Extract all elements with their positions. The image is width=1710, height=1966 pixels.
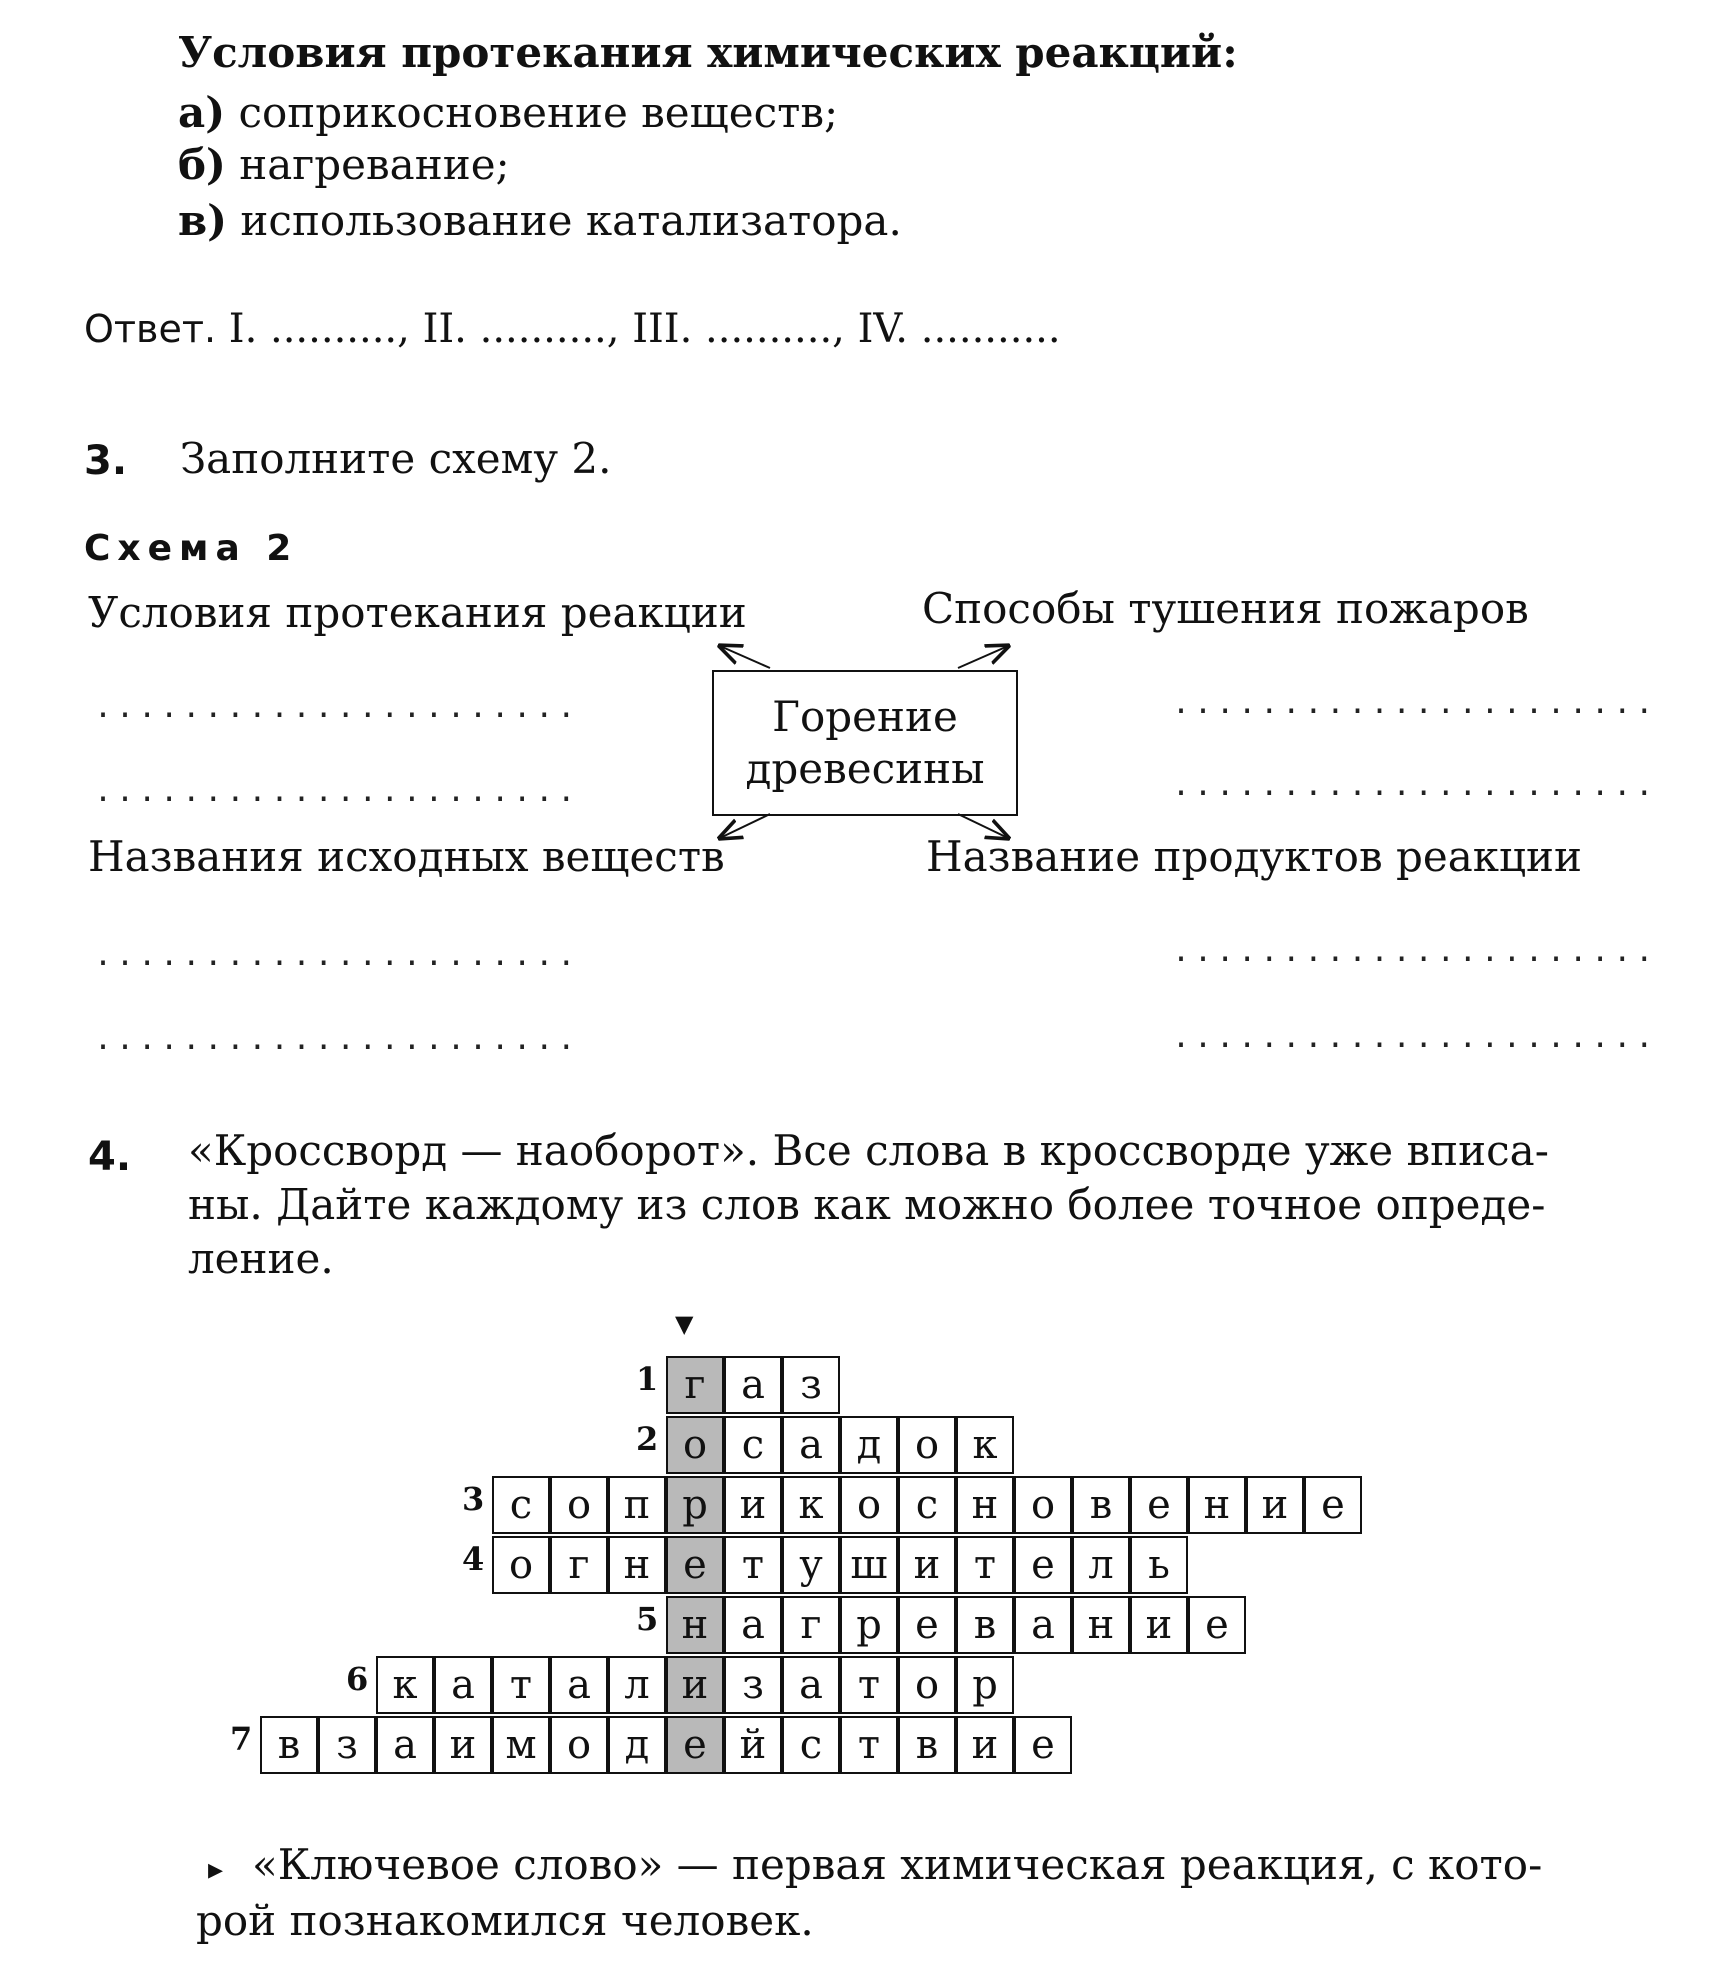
crossword-cell: й [724, 1716, 782, 1774]
crossword-cell: а [724, 1596, 782, 1654]
crossword-cell: в [260, 1716, 318, 1774]
answer-label: Ответ. [84, 307, 217, 351]
scheme-top-right-label: Способы тушения пожаров [922, 584, 1529, 633]
answer-part-4: IV. .......... [857, 306, 1048, 352]
crossword-cell: с [724, 1416, 782, 1474]
condition-text: соприкосновение веществ; [238, 88, 839, 137]
crossword-cell: р [956, 1656, 1014, 1714]
crossword-key-cell: р [666, 1476, 724, 1534]
blank-line[interactable]: ...................... [1172, 934, 1658, 969]
crossword-cell: н [956, 1476, 1014, 1534]
crossword-cell: т [724, 1536, 782, 1594]
crossword-cell: е [1304, 1476, 1362, 1534]
blank-line[interactable]: ...................... [1172, 768, 1658, 803]
answer-part-3: III. .........., [632, 306, 858, 352]
crossword-cell: и [434, 1716, 492, 1774]
crossword-cell: с [492, 1476, 550, 1534]
task3-number: 3. [84, 438, 128, 484]
crossword-cell: а [550, 1656, 608, 1714]
crossword-row-number: 1 [636, 1360, 659, 1398]
key-column-marker: ▼ [675, 1310, 694, 1338]
crossword-cell: ь [1130, 1536, 1188, 1594]
crossword-cell: т [840, 1716, 898, 1774]
scheme-bottom-right-label: Название продуктов реакции [926, 832, 1582, 881]
keyword-line-2: рой познакомился человек. [196, 1896, 814, 1945]
crossword-cell: а [1014, 1596, 1072, 1654]
crossword-cell: н [608, 1536, 666, 1594]
task4-text-line-2: ны. Дайте каждому из слов как можно более точное опреде- [188, 1180, 1546, 1229]
crossword-row-number: 7 [230, 1720, 253, 1758]
crossword-cell: а [724, 1356, 782, 1414]
task4-number: 4. [88, 1134, 132, 1180]
crossword-row-number: 2 [636, 1420, 659, 1458]
crossword-cell: г [782, 1596, 840, 1654]
crossword-cell: в [956, 1596, 1014, 1654]
blank-line[interactable]: ...................... [94, 690, 580, 725]
answer-end: . [1047, 306, 1061, 352]
crossword-cell: а [434, 1656, 492, 1714]
crossword-cell: т [492, 1656, 550, 1714]
condition-letter: б) [178, 140, 226, 189]
answer-part-2: II. .........., [422, 306, 633, 352]
crossword-cell: и [956, 1716, 1014, 1774]
crossword-key-cell: е [666, 1536, 724, 1594]
crossword-key-cell: е [666, 1716, 724, 1774]
crossword-key-cell: о [666, 1416, 724, 1474]
blank-line[interactable]: ...................... [94, 1022, 580, 1057]
crossword-cell: о [550, 1716, 608, 1774]
crossword-cell: а [782, 1416, 840, 1474]
condition-text: использование катализатора. [240, 196, 902, 245]
crossword-cell: р [840, 1596, 898, 1654]
crossword-cell: а [376, 1716, 434, 1774]
crossword-cell: л [1072, 1536, 1130, 1594]
crossword-row-number: 3 [462, 1480, 485, 1518]
crossword-cell: е [1014, 1536, 1072, 1594]
crossword-cell: е [1014, 1716, 1072, 1774]
crossword-cell: к [956, 1416, 1014, 1474]
crossword-row-number: 5 [636, 1600, 659, 1638]
crossword-cell: з [782, 1356, 840, 1414]
crossword-cell: д [840, 1416, 898, 1474]
crossword-key-cell: и [666, 1656, 724, 1714]
arrow-top-right [958, 646, 1008, 668]
crossword-cell: т [840, 1656, 898, 1714]
crossword-cell: в [1072, 1476, 1130, 1534]
keyword-bullet-icon: ▸ [208, 1852, 224, 1887]
keyword-line-1: «Ключевое слово» — первая химическая реакция, с кото- [252, 1840, 1543, 1889]
condition-text: нагревание; [239, 140, 510, 189]
crossword-cell: н [1072, 1596, 1130, 1654]
blank-line[interactable]: ...................... [94, 774, 580, 809]
scheme-label: Схема 2 [84, 528, 299, 569]
crossword-cell: з [318, 1716, 376, 1774]
crossword-key-cell: г [666, 1356, 724, 1414]
crossword-key-cell: н [666, 1596, 724, 1654]
crossword-cell: о [492, 1536, 550, 1594]
scheme-center-line-2: древесины [745, 744, 985, 793]
scheme-center-line-1: Горение [772, 692, 958, 741]
crossword-cell: е [898, 1596, 956, 1654]
crossword-cell: е [1130, 1476, 1188, 1534]
crossword-cell: о [550, 1476, 608, 1534]
crossword-cell: о [1014, 1476, 1072, 1534]
crossword-row-number: 6 [346, 1660, 369, 1698]
crossword-cell: и [898, 1536, 956, 1594]
crossword-cell: ш [840, 1536, 898, 1594]
crossword-cell: г [550, 1536, 608, 1594]
conditions-title: Условия протекания химических реакций: [178, 28, 1238, 77]
crossword-cell: п [608, 1476, 666, 1534]
crossword-cell: к [782, 1476, 840, 1534]
task3-text: Заполните схему 2. [180, 434, 612, 483]
condition-letter: а) [178, 88, 226, 137]
task4-text-line-3: ление. [188, 1234, 334, 1283]
crossword-cell: в [898, 1716, 956, 1774]
answer-part-1: I. .........., [228, 306, 423, 352]
crossword-cell: з [724, 1656, 782, 1714]
crossword-cell: м [492, 1716, 550, 1774]
arrow-top-left [720, 646, 770, 668]
crossword-cell: с [898, 1476, 956, 1534]
condition-letter: в) [178, 196, 228, 245]
crossword-cell: и [1130, 1596, 1188, 1654]
crossword-row-number: 4 [462, 1540, 485, 1578]
crossword-cell: о [898, 1656, 956, 1714]
blank-line[interactable]: ...................... [1172, 686, 1658, 721]
crossword-cell: и [1246, 1476, 1304, 1534]
arrow-bottom-left [720, 814, 770, 838]
scheme-top-left-label: Условия протекания реакции [88, 588, 747, 637]
blank-line[interactable]: ...................... [94, 938, 580, 973]
blank-line[interactable]: ...................... [1172, 1020, 1658, 1055]
task4-text-line-1: «Кроссворд — наоборот». Все слова в кроссворде уже вписа- [188, 1126, 1549, 1175]
crossword-cell: д [608, 1716, 666, 1774]
crossword-cell: о [840, 1476, 898, 1534]
crossword-cell: к [376, 1656, 434, 1714]
crossword-cell: л [608, 1656, 666, 1714]
scheme-bottom-left-label: Названия исходных веществ [88, 832, 725, 881]
crossword-cell: у [782, 1536, 840, 1594]
crossword-cell: с [782, 1716, 840, 1774]
crossword-cell: т [956, 1536, 1014, 1594]
crossword-cell: о [898, 1416, 956, 1474]
crossword-cell: н [1188, 1476, 1246, 1534]
crossword-cell: а [782, 1656, 840, 1714]
crossword-cell: е [1188, 1596, 1246, 1654]
crossword-cell: и [724, 1476, 782, 1534]
